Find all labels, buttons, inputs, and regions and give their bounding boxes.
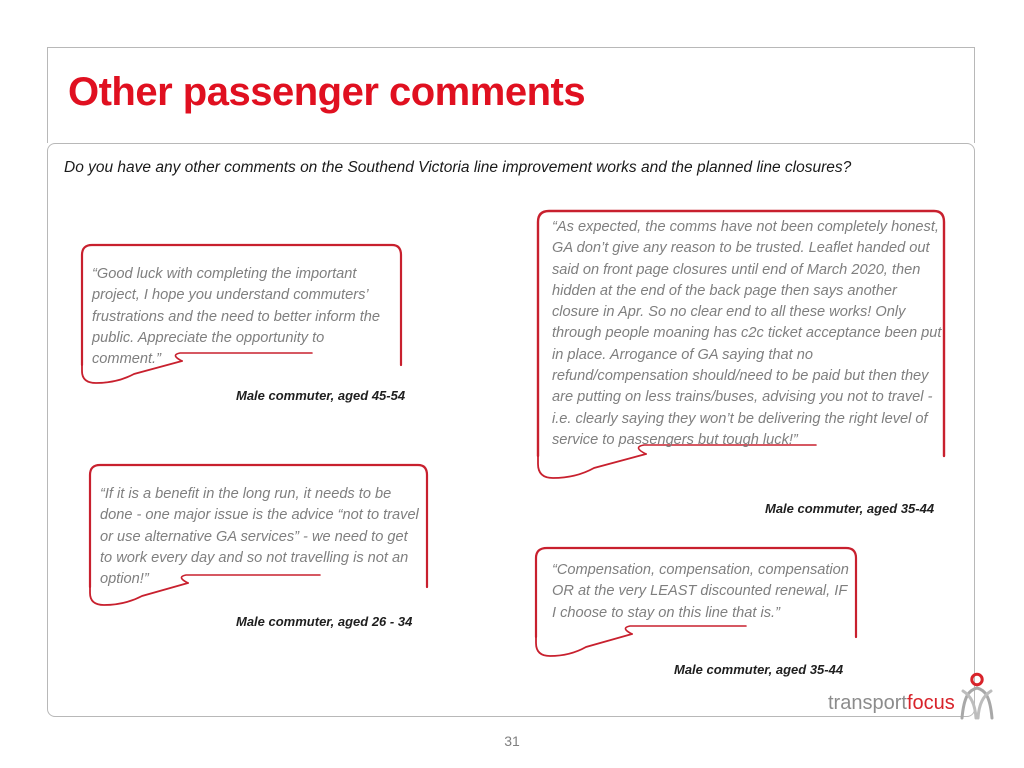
quote-attribution-2: Male commuter, aged 26 - 34 <box>236 614 413 629</box>
quote-bubble-2 <box>80 463 428 600</box>
page-title: Other passenger comments <box>68 70 586 114</box>
transport-focus-logo <box>828 692 955 718</box>
logo-word-focus: focus <box>906 692 955 714</box>
logo-word-transport: transport <box>828 692 907 714</box>
quote-text: “If it is a benefit in the long run, it needs to be done - one major issue is the advice “not to travel or use alternative GA services” - we need to get to work every day and so not travelling is not an option!” <box>100 486 419 588</box>
quote-text: “As expected, the comms have not been completely honest, GA don’t give any reason to be trusted. Leaflet handed out said on front page closures until end of March 2020, then hidden at the end of the back page then says another closure in Apr. So no clear end to all these works! Only through people moaning has c2c ticket acceptance been put in place. Arrogance of GA saying that no refund/compensation should/need to be paid but then they are putting on less trains/buses, advising you not to travel - i.e. clearly saying they won’t be delivering the right level of service to passengers but tough luck!” <box>552 219 942 448</box>
quote-attribution-3: Male commuter, aged 35-44 <box>765 501 935 516</box>
quote-bubble-4 <box>528 545 858 649</box>
page-number: 31 <box>504 733 520 749</box>
quote-attribution-1: Male commuter, aged 45-54 <box>236 388 406 403</box>
quote-attribution-4: Male commuter, aged 35-44 <box>674 662 844 677</box>
survey-question: Do you have any other comments on the Southend Victoria line improvement works and the planned line closures? <box>64 159 852 176</box>
transport-focus-person-mark-icon <box>957 672 997 720</box>
quote-bubble-3 <box>534 208 946 470</box>
quote-text: “Compensation, compensation, compensation OR at the very LEAST discounted renewal, IF I choose to stay on this line that is.” <box>552 562 849 621</box>
quote-bubble-1 <box>72 243 402 378</box>
quote-text: “Good luck with completing the important project, I hope you understand commuters’ frustrations and the need to better inform the public. Appreciate the opportunity to comment.” <box>92 266 380 368</box>
